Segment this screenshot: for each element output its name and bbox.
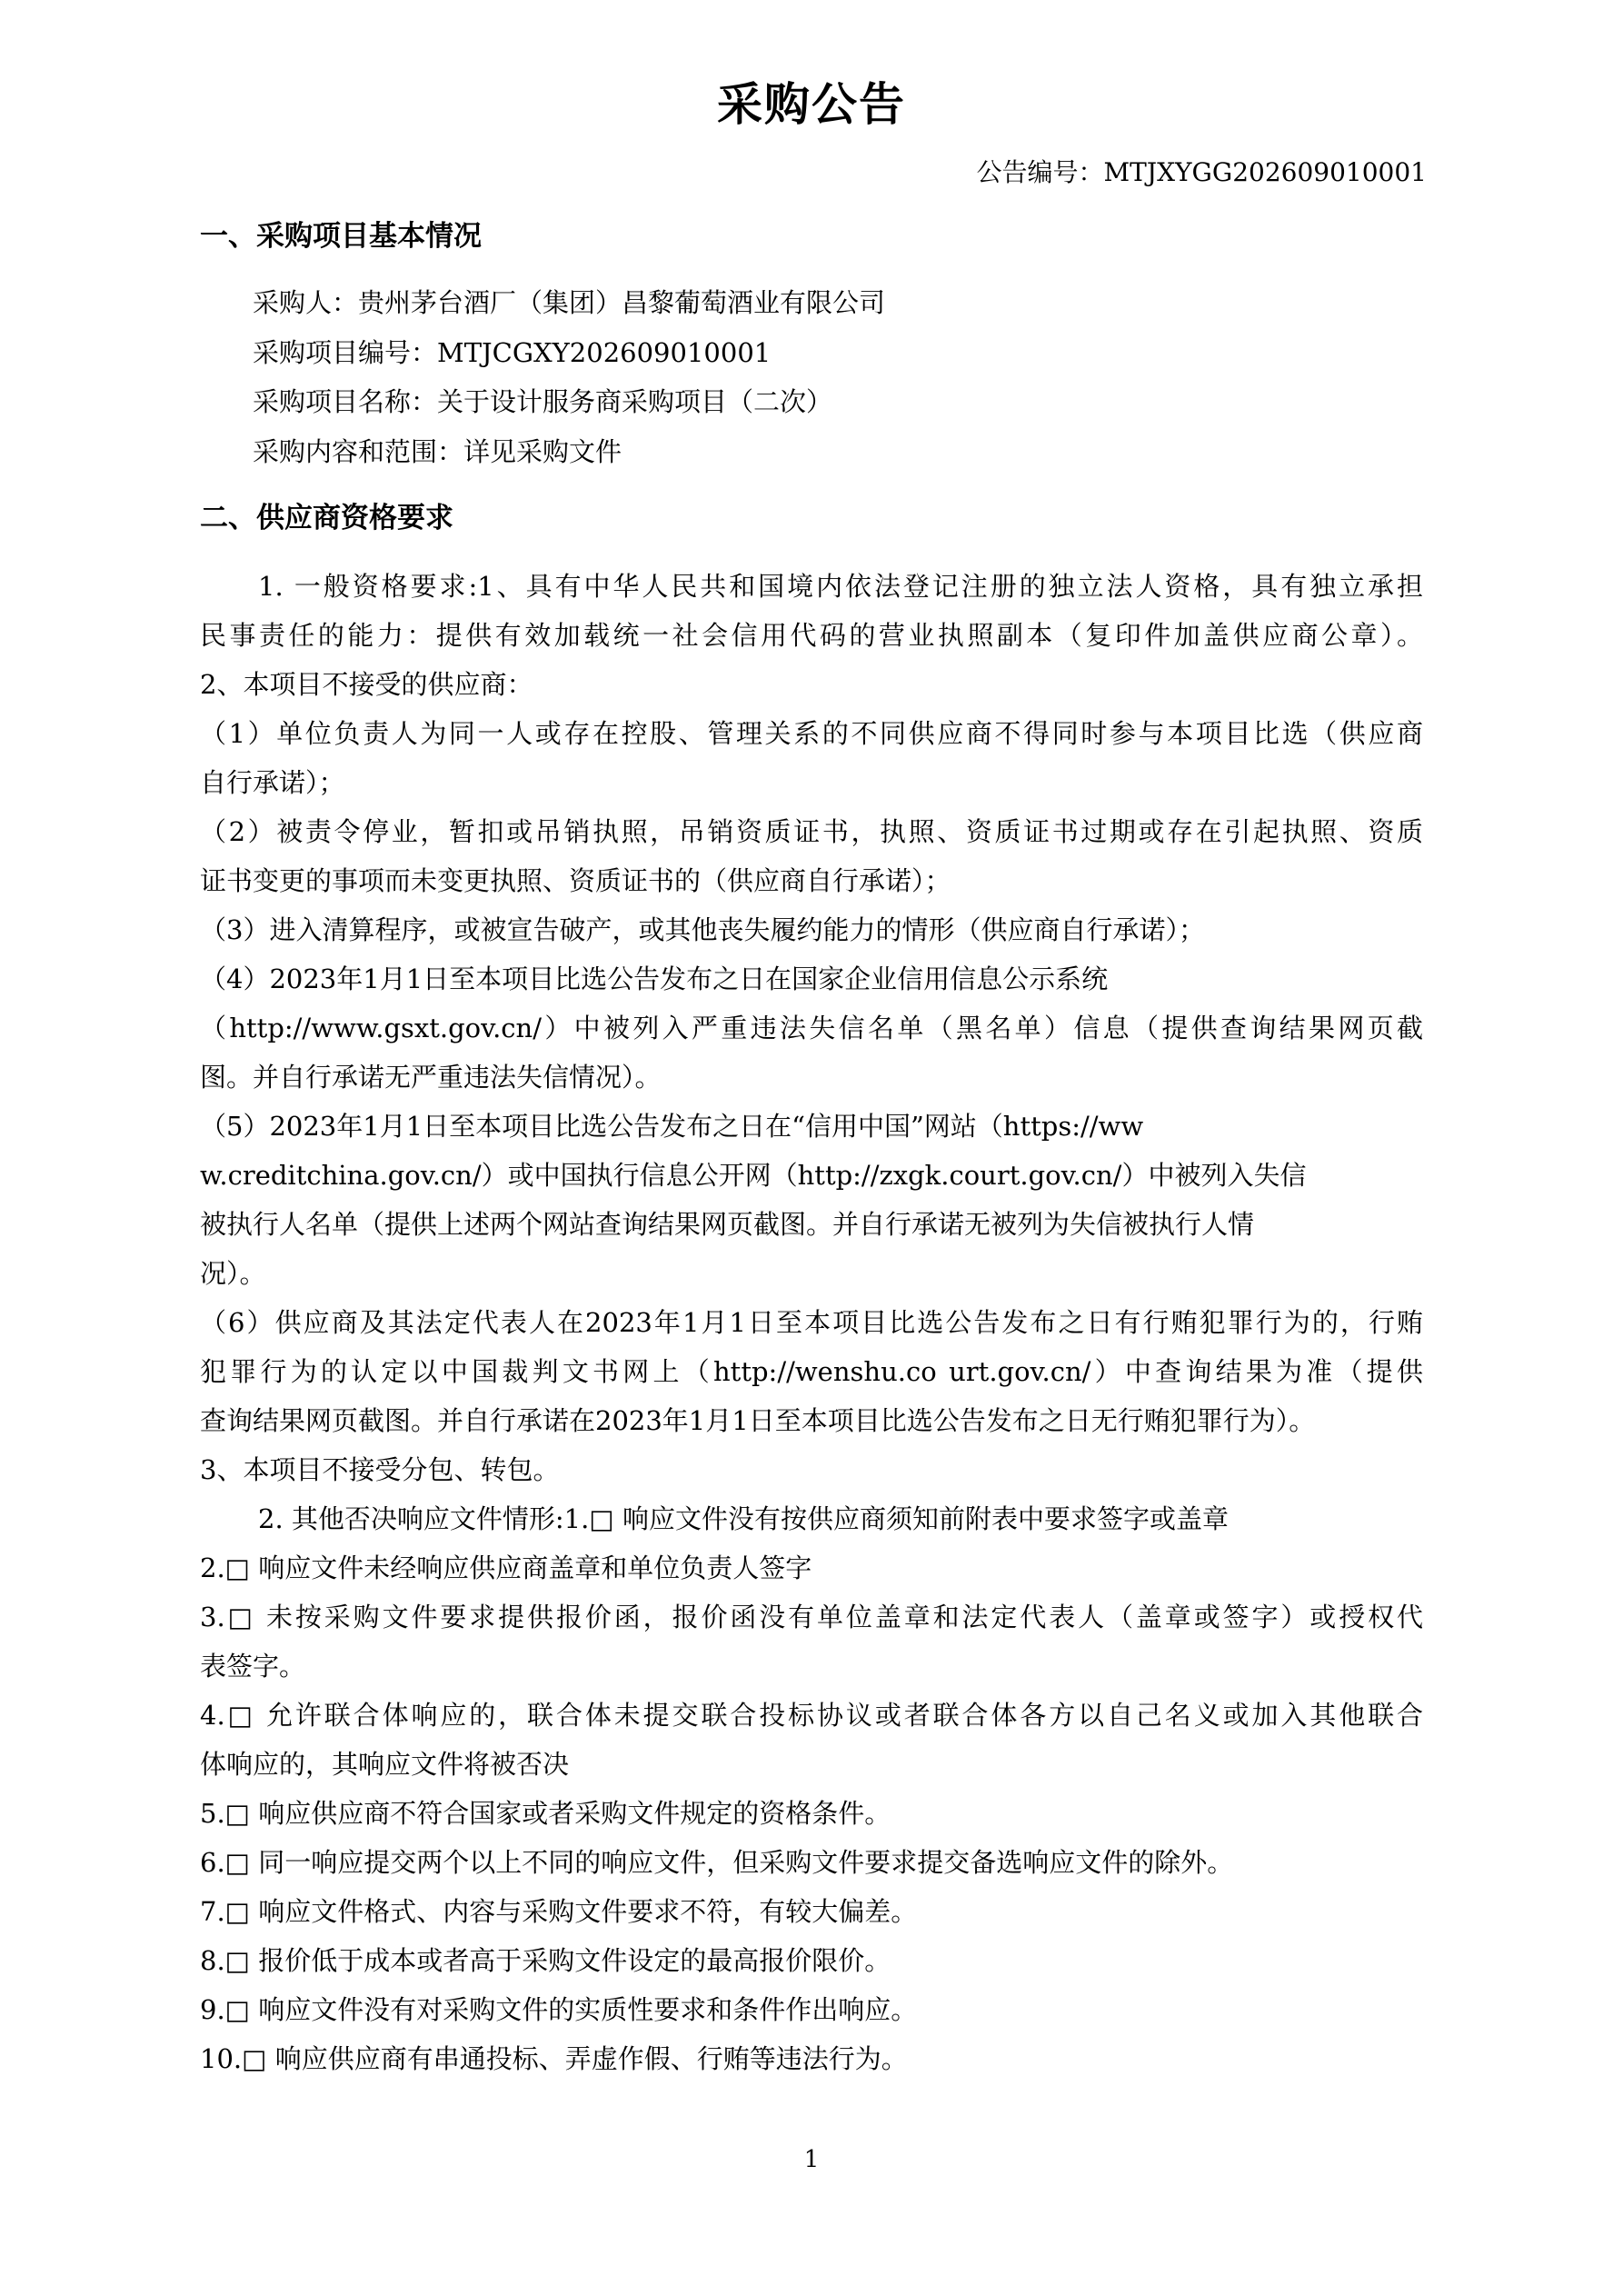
scope-line: 采购内容和范围：详见采购文件 xyxy=(253,436,622,467)
project-number-line: 采购项目编号：MTJCGXY202609010001 xyxy=(253,337,772,368)
body-line: 2.□ 响应文件未经响应供应商盖章和单位负责人签字 xyxy=(200,1552,812,1583)
body-line: （5）2023年1月1日至本项目比选公告发布之日在“信用中国”网站（https://ww xyxy=(200,1111,1144,1142)
body-line: 10.□ 响应供应商有串通投标、弄虚作假、行贿等违法行为。 xyxy=(200,2043,908,2074)
body-line: 2、本项目不接受的供应商： xyxy=(200,669,533,700)
body-line: 犯罪行为的认定以中国裁判文书网上（http://wenshu.co urt.gov.cn/）中查询结果为准（提供 xyxy=(200,1356,1423,1387)
body-line: 体响应的，其响应文件将被否决 xyxy=(200,1749,570,1780)
body-line: 3、本项目不接受分包、转包。 xyxy=(200,1454,560,1485)
body-line: （6）供应商及其法定代表人在2023年1月1日至本项目比选公告发布之日有行贿犯罪行为的，行贿 xyxy=(200,1307,1423,1338)
body-line: 民事责任的能力：提供有效加载统一社会信用代码的营业执照副本（复印件加盖供应商公章）。 xyxy=(200,620,1423,651)
project-name-line: 采购项目名称：关于设计服务商采购项目（二次） xyxy=(253,386,833,417)
notice-number: 公告编号：MTJXYGG202609010001 xyxy=(976,157,1427,187)
body-line: 3.□ 未按采购文件要求提供报价函，报价函没有单位盖章和法定代表人（盖章或签字）或授权代 xyxy=(200,1602,1423,1632)
body-line: （2）被责令停业，暂扣或吊销执照，吊销资质证书，执照、资质证书过期或存在引起执照、资质 xyxy=(200,816,1423,847)
section-1-heading: 一、采购项目基本情况 xyxy=(200,220,482,253)
body-line: w.creditchina.gov.cn/）或中国执行信息公开网（http://zxgk.court.gov.cn/）中被列入失信 xyxy=(200,1160,1307,1191)
body-line: 9.□ 响应文件没有对采购文件的实质性要求和条件作出响应。 xyxy=(200,1994,918,2025)
body-line: 5.□ 响应供应商不符合国家或者采购文件规定的资格条件。 xyxy=(200,1798,891,1829)
body-line: 1. 一般资格要求:1、具有中华人民共和国境内依法登记注册的独立法人资格，具有独立承担 xyxy=(258,571,1423,602)
page-number: 1 xyxy=(803,2146,820,2173)
body-line: 证书变更的事项而未变更执照、资质证书的（供应商自行承诺）； xyxy=(200,865,951,896)
body-line: （1）单位负责人为同一人或存在控股、管理关系的不同供应商不得同时参与本项目比选（供应商 xyxy=(200,718,1423,749)
body-line: 况）。 xyxy=(200,1258,266,1289)
body-line: 6.□ 同一响应提交两个以上不同的响应文件，但采购文件要求提交备选响应文件的除外。 xyxy=(200,1847,1234,1878)
body-line: 自行承诺）； xyxy=(200,767,345,798)
section-2-heading: 二、供应商资格要求 xyxy=(200,502,453,534)
body-line: 7.□ 响应文件格式、内容与采购文件要求不符，有较大偏差。 xyxy=(200,1896,918,1927)
body-line: （3）进入清算程序，或被宣告破产，或其他丧失履约能力的情形（供应商自行承诺）； xyxy=(200,914,1205,945)
page-title: 采购公告 xyxy=(717,78,906,131)
purchaser-line: 采购人：贵州茅台酒厂（集团）昌黎葡萄酒业有限公司 xyxy=(253,287,886,318)
body-line: 2. 其他否决响应文件情形:1.□ 响应文件没有按供应商须知前附表中要求签字或盖章 xyxy=(258,1503,1229,1534)
body-line: 4.□ 允许联合体响应的，联合体未提交联合投标协议或者联合体各方以自己名义或加入其他联合 xyxy=(200,1700,1423,1731)
body-line: 表签字。 xyxy=(200,1651,306,1682)
body-line: 查询结果网页截图。并自行承诺在2023年1月1日至本项目比选公告发布之日无行贿犯罪行为）。 xyxy=(200,1405,1316,1436)
body-line: 8.□ 报价低于成本或者高于采购文件设定的最高报价限价。 xyxy=(200,1945,891,1976)
body-line: 图。并自行承诺无严重违法失信情况）。 xyxy=(200,1062,662,1093)
body-line: （4）2023年1月1日至本项目比选公告发布之日在国家企业信用信息公示系统 xyxy=(200,963,1109,994)
body-line: （http://www.gsxt.gov.cn/）中被列入严重违法失信名单（黑名单）信息（提供查询结果网页截 xyxy=(200,1013,1423,1043)
body-line: 被执行人名单（提供上述两个网站查询结果网页截图。并自行承诺无被列为失信被执行人情 xyxy=(200,1209,1255,1240)
